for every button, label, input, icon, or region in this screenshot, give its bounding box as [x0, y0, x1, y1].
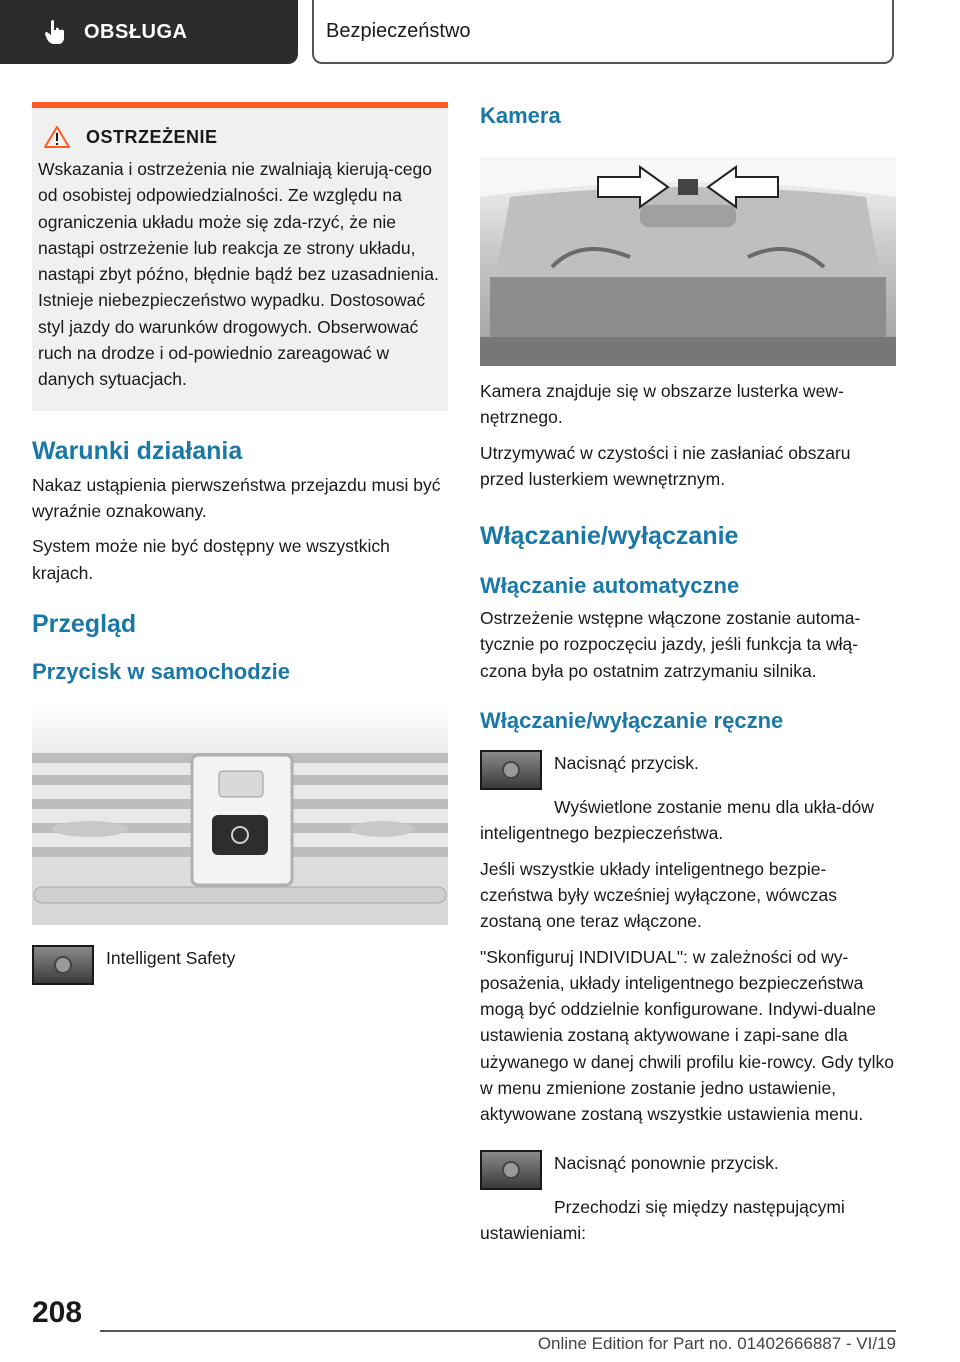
intelligent-safety-button-icon[interactable] [32, 945, 94, 985]
intelligent-safety-row [32, 945, 448, 985]
press-button-desc-2: Przechodzi się między następującymi ustawieniami: [480, 1196, 845, 1243]
press-button-text-2: Nacisnąć ponownie przycisk. [554, 1152, 779, 1173]
conditions-paragraph-2: System może nie być dostępny we wszystkich krajach. [32, 536, 390, 583]
press-button-row-2 [480, 1150, 896, 1190]
conditions-paragraph-1: Nakaz ustąpienia pierwszeństwa przejazdu musi być wyraźnie oznakowany. [32, 474, 441, 521]
intelligent-safety-button-icon[interactable] [480, 750, 542, 790]
warning-triangle-icon [44, 126, 70, 148]
onoff-heading: Włączanie/wyłączanie [480, 522, 739, 551]
individual-paragraph: "Skonfiguruj INDIVIDUAL": w zależności od wy-posażenia, układy inteligentnego bezpieczeństwa mogą być oddzielnie konfigurowane. Indywi-dualne ustawienia zostaną aktywowane i zapi-sane dla używanego w danej chwili profilu kie-rowcy. Gdy tylko w menu zmienione zostanie jedno ustawienie, aktywowane zostaną wszystkie ustawienia menu. [480, 946, 895, 1125]
section-tab[interactable] [0, 0, 298, 64]
footer-divider [100, 1330, 896, 1332]
auto-paragraph: Ostrzeżenie wstępne włączone zostanie automa-tycznie po rozpoczęciu jazdy, jeśli funkcja ta włą-czona była po ostatnim zatrzymaniu silnika. [480, 608, 861, 681]
camera-photo [480, 157, 896, 366]
manual-heading: Włączanie/wyłączanie ręczne [480, 708, 784, 734]
all-off-paragraph: Jeśli wszystkie układy inteligentnego bezpie-czeństwa były wcześniej wyłączone, wówczas zostaną one teraz włączone. [480, 858, 837, 932]
intelligent-safety-caption: Intelligent Safety [106, 947, 236, 968]
button-in-car-heading: Przycisk w samochodzie [32, 658, 290, 684]
overview-heading: Przegląd [32, 609, 137, 638]
warning-title-text: OSTRZEŻENIE [86, 126, 218, 147]
left-column [32, 102, 448, 985]
hand-icon [44, 19, 66, 45]
warning-text: Wskazania i ostrzeżenia nie zwalniają kierują-cego od osobistej odpowiedzialności. Ze względu na ograniczenia układu może się zda-rzyć, że nie nastąpi ostrzeżenie lub reakcja ze strony układu, nastąpi zbyt późno, błędnie bądź bez uzasadnienia. Istnieje niebezpieczeństwo wypadku. Dostosować styl jazdy do warunków drogowych. Obserwować ruch na drodze i od-powiednio zareagować w danych sytuacjach. [38, 159, 439, 390]
air-vent-illustration [32, 705, 448, 925]
chapter-tab[interactable] [312, 0, 894, 64]
warning-title [44, 126, 440, 148]
press-button-row-1 [480, 750, 896, 790]
press-button-desc-1: Wyświetlone zostanie menu dla ukła-dów inteligentnego bezpieczeństwa. [480, 797, 874, 844]
camera-heading: Kamera [480, 103, 561, 128]
camera-paragraph-1: Kamera znajduje się w obszarze lusterka wew-nętrznego. [480, 381, 844, 428]
chapter-title: Bezpieczeństwo [326, 19, 471, 42]
page-number: 208 [32, 1296, 83, 1329]
warning-box [32, 102, 448, 411]
press-button-text-1: Nacisnąć przycisk. [554, 753, 699, 774]
intelligent-safety-button-icon[interactable] [480, 1150, 542, 1190]
windshield-camera-illustration [480, 157, 896, 366]
conditions-heading: Warunki działania [32, 436, 243, 465]
header-tabs [0, 0, 960, 66]
dashboard-button-photo [32, 705, 448, 925]
auto-heading: Włączanie automatyczne [480, 573, 740, 599]
camera-paragraph-2: Utrzymywać w czystości i nie zasłaniać obszaru przed lusterkiem wewnętrznym. [480, 442, 851, 489]
right-column [480, 100, 896, 1246]
edition-text: Online Edition for Part no. 01402666887 - VI/19 [537, 1334, 896, 1353]
section-label: OBSŁUGA [84, 20, 188, 43]
